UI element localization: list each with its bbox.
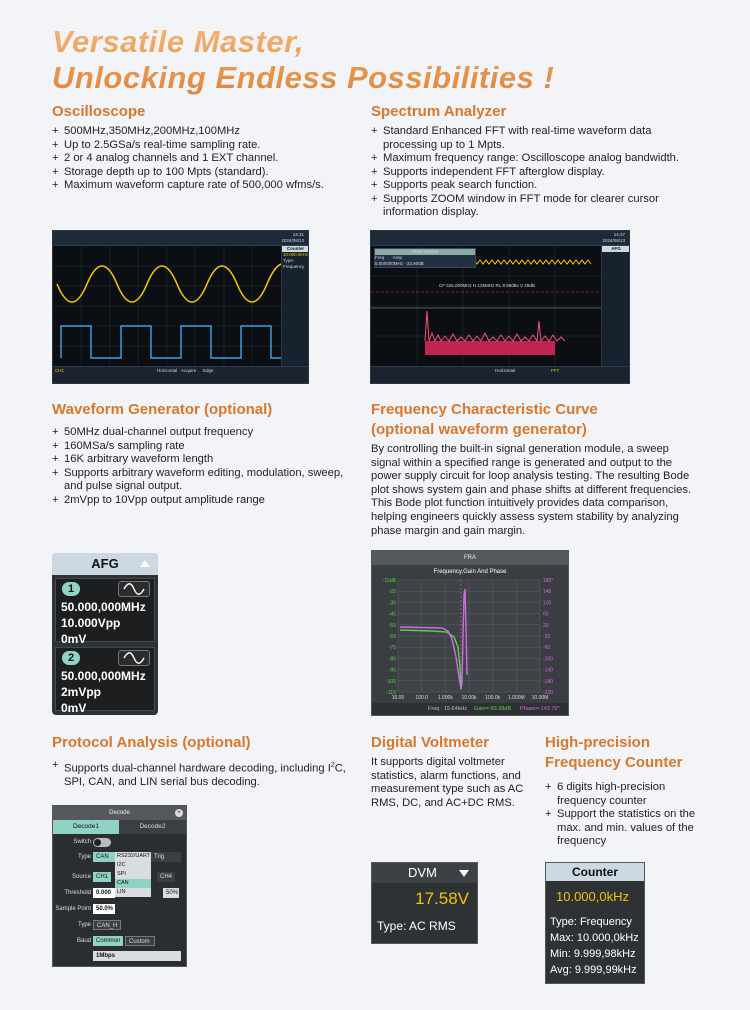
spectrum-features: [371, 125, 696, 220]
decode-title-bar: [53, 806, 186, 820]
edge-label: Edge: [203, 368, 214, 373]
fra-gain-readout: Gain=-93.38dB: [474, 706, 512, 712]
afg-channel-1[interactable]: [55, 578, 155, 646]
protocol-features: [52, 759, 352, 790]
threshold-label: Threshold: [64, 890, 91, 896]
fra-plot-title: Frequency,Gain And Phase: [433, 569, 507, 575]
feature-item: + 2mVpp to 10Vpp output amplitude range: [52, 494, 352, 508]
voltmeter-paragraph: It supports digital voltmeter statistics, alarm functions, and measurement type such as AC RMS, DC, and AC+DC RMS.: [371, 756, 524, 809]
frequency-title-line1: Frequency Characteristic Curve: [371, 401, 598, 418]
waveform-features: [52, 426, 352, 507]
dvm-header: [372, 863, 477, 883]
source-ch1[interactable]: CH1: [93, 872, 111, 882]
gain-tick-label: -25: [388, 589, 396, 596]
channel-2-amplitude: 2mVpp: [61, 685, 102, 699]
feature-item: + Support the statistics on the max. and min. values of the frequency: [545, 808, 705, 849]
counter-title-line2: Frequency Counter: [545, 754, 683, 771]
gain-tick-label: -115: [386, 690, 396, 696]
gain-tick-label: -35: [388, 600, 396, 607]
frequency-tick-label: 10.00M: [531, 695, 549, 701]
protocol-title: Protocol Analysis (optional): [52, 734, 251, 751]
switch-toggle[interactable]: [93, 838, 111, 847]
channel-2-frequency: 50.000,000MHz: [61, 669, 146, 683]
frequency-tick-label: 1.000M: [507, 695, 525, 701]
can-type-select[interactable]: CAN_H: [93, 920, 121, 930]
peak-freq-col: Freq: [375, 255, 385, 260]
fra-readout-bar: [372, 703, 568, 715]
option-can[interactable]: CAN: [115, 879, 151, 888]
peak-display-box: [374, 248, 476, 268]
peak-amp: -23.90dB: [405, 261, 424, 266]
option-lin[interactable]: LIN: [117, 889, 126, 895]
horizontal-label: Horizontal: [157, 368, 178, 373]
channel-2-badge: 2: [62, 651, 80, 665]
baud-value[interactable]: 1Mbps: [93, 951, 181, 961]
source-label: Source: [71, 874, 91, 880]
switch-label: Switch: [73, 839, 91, 845]
feature-item: + 2 or 4 analog channels and 1 EXT channel.: [52, 152, 352, 166]
gain-tick-label: -65: [388, 634, 396, 640]
oscilloscope-title: Oscilloscope: [52, 103, 146, 120]
acquire-label: Acquire: [181, 368, 197, 373]
feature-item: + Supports peak search function.: [371, 179, 696, 193]
decode-window: [52, 805, 187, 967]
spectrum-side-panel: [601, 246, 630, 366]
phase-tick-label: 140: [543, 589, 552, 596]
spectrum-date: 2024/08/13: [602, 238, 625, 243]
afg-channel-2[interactable]: [55, 647, 155, 715]
oscilloscope-features: [52, 125, 352, 193]
sample-point-label: Sample Point: [55, 906, 91, 912]
headline-line1: Versatile Master,: [52, 24, 305, 59]
spectrum-screen: [370, 230, 630, 384]
frequency-tick-label: 10.00k: [461, 695, 477, 701]
spectrum-time: 14:37: [613, 232, 625, 237]
fra-title-bar: FRA: [372, 551, 568, 565]
frequency-tick-label: 1.000k: [437, 695, 453, 701]
baud-common-button[interactable]: Common: [93, 936, 123, 946]
feature-item: + Supports ZOOM window in FFT mode for clearer cursor information display.: [371, 193, 696, 220]
feature-item: + 6 digits high-precision frequency counter: [545, 781, 705, 808]
sine-wave-icon: [118, 650, 150, 666]
feature-item: + 160MSa/s sampling rate: [52, 440, 352, 454]
spectrum-title: Spectrum Analyzer: [371, 103, 507, 120]
spectrum-status-bar: [371, 366, 629, 383]
phase-tick-label: -140: [543, 667, 554, 674]
frequency-title: [371, 400, 598, 440]
feature-item: + Supports arbitrary waveform editing, modulation, sweep, and pulse signal output.: [52, 467, 352, 494]
fft-label: FFT: [551, 368, 560, 373]
threshold-input[interactable]: 0.000: [93, 888, 115, 898]
phase-tick-label: -20: [543, 634, 551, 640]
gain-tick-label: -95: [388, 667, 396, 674]
gain-tick-label: -75: [388, 645, 396, 652]
frequency-tick-label: 100.0: [415, 695, 428, 701]
bode-plot: [372, 577, 568, 715]
afg-header: [52, 553, 158, 575]
channel-1-offset: 0mV: [61, 632, 87, 646]
decode-title: Decode: [109, 810, 130, 816]
option-spi[interactable]: SPI: [117, 871, 126, 877]
option-i2c[interactable]: I2C: [117, 862, 126, 868]
feature-item: + Maximum frequency range: Oscilloscope analog bandwidth.: [371, 152, 696, 166]
phase-tick-label: -220: [543, 690, 554, 696]
phase-tick-label: 20: [543, 622, 549, 629]
voltmeter-title: Digital Voltmeter: [371, 734, 490, 751]
feature-item: + Supports independent FFT afterglow display.: [371, 166, 696, 180]
feature-item: + 500MHz,350MHz,200MHz,100MHz: [52, 125, 352, 139]
afg-header-label: AFG: [91, 556, 119, 571]
counter-header: Counter: [546, 863, 644, 881]
sample-point-input[interactable]: 50.0%: [93, 904, 115, 914]
feature-item: + Supports dual-channel hardware decoding, including $I^2C$, SPI, CAN, and LIN serial bus decoding.: [52, 759, 352, 790]
fra-window: [371, 550, 569, 716]
scope-date: 2024/08/13: [281, 238, 304, 243]
scope-toolbar: [53, 231, 308, 246]
feature-item: + 16K arbitrary waveform length: [52, 453, 352, 467]
dvm-value: 17.58V: [415, 889, 469, 908]
headline-line2: Unlocking Endless Possibilities !: [52, 60, 555, 95]
spectrum-horizontal-label: Horizontal: [495, 368, 516, 373]
chevron-down-icon[interactable]: [459, 870, 469, 877]
spectrum-toolbar: [371, 231, 629, 246]
fra-freq-readout: Freq : 15.64kHz: [428, 706, 468, 712]
peak-display-title: Peak Display: [375, 249, 475, 255]
gain-tick-label: -85: [388, 656, 396, 663]
collapse-triangle-icon[interactable]: [140, 560, 150, 567]
phase-tick-label: -180: [543, 678, 554, 685]
type-select[interactable]: CAN: [93, 852, 115, 862]
feature-item: + Standard Enhanced FFT with real-time waveform data processing up to 1 Mpts.: [371, 125, 696, 152]
counter-panel-type: Type: Frequency: [283, 258, 305, 269]
counter-min: Min: 9.999,98kHz: [550, 948, 636, 960]
baud-custom-button[interactable]: Custom: [125, 936, 155, 946]
spectrum-fft-trace: [425, 311, 565, 341]
gain-tick-label: -45: [388, 611, 396, 618]
type2-label: Type: [77, 922, 91, 928]
threshold-percent[interactable]: 50%: [163, 888, 179, 898]
frequency-tick-label: 100.0k: [485, 695, 501, 701]
dvm-panel: [371, 862, 478, 944]
scope-time: 14:31: [292, 232, 304, 237]
option-rs232[interactable]: RS232/UART: [117, 853, 151, 859]
phase-tick-label: 60: [543, 611, 549, 618]
fra-phase-readout: Phase=-143.70°: [520, 706, 560, 712]
phase-tick-label: 100: [543, 600, 552, 607]
dvm-header-label: DVM: [408, 865, 437, 880]
counter-features: [545, 781, 705, 849]
channel-2-offset: 0mV: [61, 701, 87, 715]
type-dropdown[interactable]: [115, 852, 151, 897]
feature-item: + Storage depth up to 100 Mpts (standard).: [52, 166, 352, 180]
frequency-title-line2: (optional waveform generator): [371, 421, 587, 438]
gain-tick-label: -15dB: [382, 578, 396, 584]
sine-wave-icon: [118, 581, 150, 597]
counter-panel-title: Counter: [282, 246, 309, 252]
phase-tick-label: -100: [543, 656, 554, 663]
peak-amp-col: Amp: [392, 255, 403, 260]
counter-panel-value: 10.000,0kHz: [282, 252, 309, 257]
feature-item: + Maximum waveform capture rate of 500,000 wfms/s.: [52, 179, 352, 193]
scope-waveform-area: [53, 246, 281, 366]
afg-panel: [52, 553, 158, 715]
phase-tick-label: 180°: [543, 578, 554, 584]
ch2-square-trace: [61, 326, 281, 358]
type-label: Type: [77, 854, 91, 860]
gain-tick-label: -105: [385, 678, 396, 685]
ch1-label: CH1: [55, 368, 65, 373]
counter-panel: [545, 862, 645, 984]
tab-decode2[interactable]: Decode2: [119, 820, 186, 834]
peak-freq: 5.000000MHz: [375, 261, 404, 266]
tab-decode1[interactable]: Decode1: [53, 820, 119, 834]
channel-1-badge: 1: [62, 582, 80, 596]
source-ch4[interactable]: CH4: [157, 872, 175, 882]
waveform-title: Waveform Generator (optional): [52, 401, 273, 418]
frequency-tick-label: 10.00: [391, 695, 405, 701]
counter-avg: Avg: 9.999,99kHz: [550, 964, 637, 976]
phase-tick-label: -60: [543, 645, 551, 652]
superscript: 2: [330, 762, 335, 769]
trig-field[interactable]: Trig: [151, 852, 181, 862]
channel-1-frequency: 50.000,000MHz: [61, 600, 146, 614]
ch1-sine-trace: [57, 264, 281, 302]
gain-tick-label: -55: [388, 622, 396, 629]
counter-title-line1: High-precision: [545, 734, 651, 751]
feature-item: + Up to 2.5GSa/s real-time sampling rate.: [52, 139, 352, 153]
scope-status-bar: [53, 366, 308, 383]
close-icon[interactable]: ×: [175, 809, 183, 817]
counter-type: Type: Frequency: [550, 916, 632, 928]
channel-1-amplitude: 10.000Vpp: [61, 616, 121, 630]
baud-label: Baud: [76, 938, 91, 944]
spectrum-readout: CF 625.000MHz H 125MHz RL 9.99dBv V 28dB: [439, 283, 535, 288]
dvm-type: Type: AC RMS: [377, 919, 456, 933]
scope-side-panel: [281, 246, 309, 366]
afg-panel-title: AFG: [602, 246, 630, 252]
counter-max: Max: 10.000,0kHz: [550, 932, 639, 944]
counter-title: [545, 733, 683, 773]
frequency-paragraph: By controlling the built-in signal generation module, a sweep signal within a specified range is generated and output to the power supply circuit for loop analysis testing. The resulting Bode plot shows system gain and phase shifts at different frequencies. This Bode plot function intuitively provides data comparison, helping engineers quickly assess system stability by analyzing phase margin and gain margin.: [371, 443, 692, 537]
feature-item: + 50MHz dual-channel output frequency: [52, 426, 352, 440]
headline: [52, 24, 554, 96]
oscilloscope-screen: [52, 230, 309, 384]
counter-value: 10.000,0kHz: [556, 889, 629, 904]
